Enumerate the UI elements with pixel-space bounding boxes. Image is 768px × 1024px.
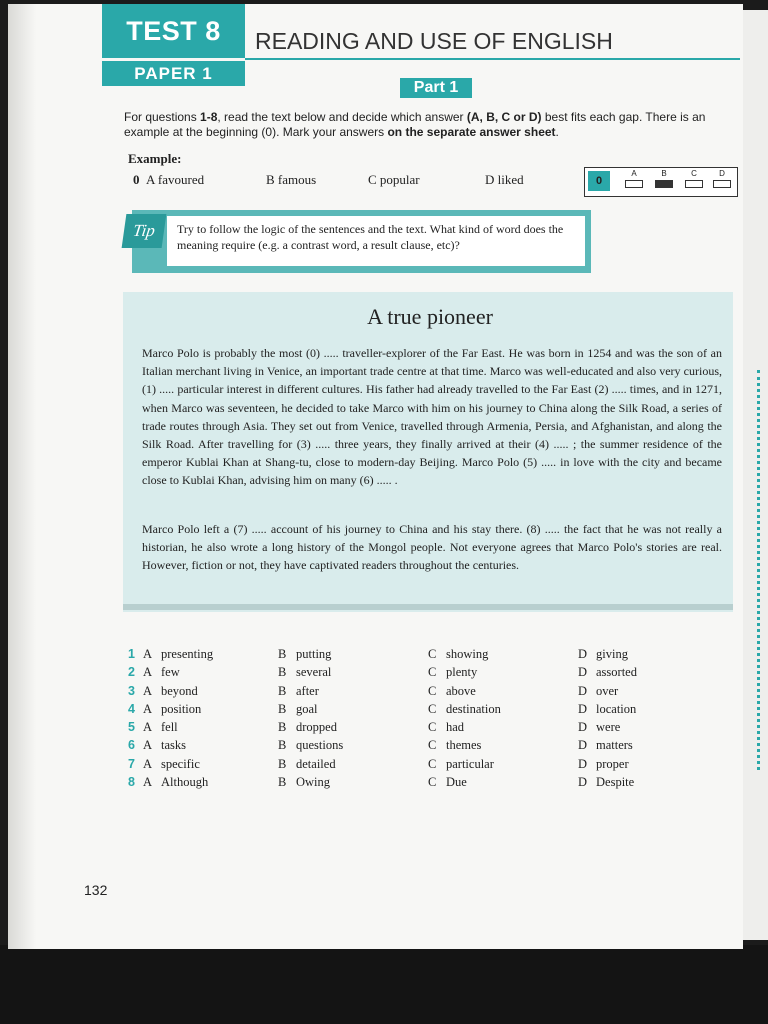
option-text: presenting <box>161 647 214 661</box>
option-letter: A <box>143 665 153 680</box>
option-text: over <box>596 683 619 698</box>
paper-label: PAPER 1 <box>102 61 245 86</box>
option-text: goal <box>296 701 318 716</box>
option-row <box>578 663 637 681</box>
option-text: were <box>596 720 621 735</box>
example-letter: C <box>368 172 377 187</box>
option-letter: A <box>143 701 153 716</box>
option-row <box>278 773 343 791</box>
instructions-range: 1-8 <box>200 110 218 124</box>
answer-box-filled <box>655 180 673 188</box>
option-letter: C <box>428 775 437 790</box>
option-letter: D <box>578 775 588 790</box>
answer-grid-option-b <box>653 169 675 188</box>
option-text: Although <box>161 775 209 790</box>
option-text: themes <box>446 738 482 753</box>
option-text: after <box>296 683 319 698</box>
option-row <box>428 682 501 700</box>
option-text: questions <box>296 738 344 753</box>
option-text: plenty <box>446 665 478 680</box>
option-text: particular <box>446 756 494 771</box>
question-number: 8 <box>128 775 135 790</box>
option-letter: D <box>578 720 588 735</box>
option-letter: D <box>578 701 588 716</box>
option-text: destination <box>446 701 501 716</box>
option-letter: D <box>578 756 588 771</box>
answer-grid-option-d <box>711 169 733 188</box>
example-label: Example: <box>128 151 182 166</box>
tip-box <box>132 210 591 273</box>
question-row <box>128 773 213 791</box>
question-number: 2 <box>128 665 135 680</box>
answer-grid-number: 0 <box>588 171 610 191</box>
instructions-end: . <box>555 125 559 139</box>
option-letter: B <box>278 701 287 716</box>
instructions-options: (A, B, C or D) <box>466 110 542 124</box>
instructions-mid: , read the text below and decide which answer <box>217 110 467 124</box>
question-row <box>128 682 213 700</box>
question-number: 4 <box>128 701 135 716</box>
option-row <box>578 736 637 754</box>
question-number: 1 <box>128 647 135 661</box>
option-letter: C <box>428 683 437 698</box>
answer-grid-letter: D <box>719 169 725 178</box>
option-letter: B <box>278 738 287 753</box>
option-row <box>428 736 501 754</box>
option-row <box>578 718 637 736</box>
example-option-c <box>368 172 420 188</box>
option-letter: D <box>578 647 588 661</box>
option-text: putting <box>296 647 332 661</box>
passage-title: A true pioneer <box>367 304 493 329</box>
option-letter: D <box>578 738 588 753</box>
option-row <box>278 736 343 754</box>
option-letter: C <box>428 647 437 661</box>
example-letter: B <box>266 172 275 187</box>
answer-grid-letter: B <box>661 169 667 178</box>
option-text: beyond <box>161 683 198 698</box>
questions-col-c <box>428 645 501 791</box>
option-letter: D <box>578 683 588 698</box>
questions-col-d <box>578 645 637 791</box>
option-letter: B <box>278 683 287 698</box>
option-letter: C <box>428 665 437 680</box>
option-row <box>578 682 637 700</box>
option-text: had <box>446 720 465 735</box>
option-text: specific <box>161 756 200 771</box>
questions-col-b <box>278 645 343 791</box>
question-row <box>128 736 213 754</box>
option-row <box>278 663 343 681</box>
option-row <box>278 682 343 700</box>
option-row <box>278 700 343 718</box>
option-row <box>428 773 501 791</box>
example-option-b <box>266 172 316 188</box>
option-row <box>578 700 637 718</box>
option-text: giving <box>596 647 628 661</box>
test-label: TEST 8 <box>102 4 245 58</box>
option-row <box>278 718 343 736</box>
option-text: detailed <box>296 756 336 771</box>
answer-grid-letter: A <box>631 169 637 178</box>
passage-bottom-rule <box>123 604 733 610</box>
option-text: proper <box>596 756 629 771</box>
option-letter: B <box>278 647 287 661</box>
passage-paragraph-2: Marco Polo left a (7) ..... account of his journey to China and his stay there. (8) ..... the fact that he was not really a historian, he also wrote a long history of the Mongol people. Not everyone agrees that Marco Polo's stories are real. However, fiction or not, they have captivated readers throughout the centuries. <box>142 522 722 573</box>
option-letter: A <box>143 720 153 735</box>
header-rule <box>245 58 740 60</box>
option-row <box>428 663 501 681</box>
option-text: location <box>596 701 637 716</box>
example-number: 0 <box>133 172 140 187</box>
example-option-a <box>133 172 204 188</box>
option-row <box>428 718 501 736</box>
example-text: liked <box>497 172 524 187</box>
option-letter: A <box>143 738 153 753</box>
answer-grid-option-c <box>683 169 705 188</box>
option-letter: B <box>278 756 287 771</box>
example-letter: D <box>485 172 495 187</box>
option-row <box>428 645 501 663</box>
example-option-d <box>485 172 524 188</box>
question-row <box>128 755 213 773</box>
instructions <box>124 110 736 140</box>
page-bottom-shadow <box>0 945 768 1024</box>
question-row <box>128 645 213 663</box>
answer-grid-letter: C <box>691 169 697 178</box>
questions-col-a <box>128 645 213 791</box>
page-number: 132 <box>84 882 108 898</box>
option-row <box>278 755 343 773</box>
option-letter: C <box>428 738 437 753</box>
answer-grid-option-a <box>623 169 645 188</box>
option-text: assorted <box>596 665 637 680</box>
question-row <box>128 663 213 681</box>
option-text: tasks <box>161 738 186 753</box>
answer-box <box>685 180 703 188</box>
question-number: 7 <box>128 756 135 771</box>
question-number: 5 <box>128 720 135 735</box>
option-letter: A <box>143 756 153 771</box>
example-answer-grid <box>584 167 738 197</box>
instructions-bold-end: on the separate answer sheet <box>387 125 556 139</box>
option-letter: B <box>278 775 287 790</box>
option-text: dropped <box>296 720 337 735</box>
option-letter: C <box>428 720 437 735</box>
option-letter: A <box>143 775 153 790</box>
option-letter: B <box>278 665 287 680</box>
option-letter: B <box>278 720 287 735</box>
option-text: Despite <box>596 775 635 790</box>
question-row <box>128 718 213 736</box>
instructions-mid2: best fits each gap. There is an example at the beginning (0). Mark your answers <box>124 110 706 139</box>
option-text: showing <box>446 647 489 661</box>
option-text: Due <box>446 775 467 790</box>
tip-text: Try to follow the logic of the sentences and the text. What kind of word does the meaning require (e.g. a contrast word, a result clause, etc)? <box>167 216 585 266</box>
option-letter: A <box>143 647 153 661</box>
option-text: position <box>161 701 202 716</box>
page-spine-shadow <box>8 4 36 949</box>
question-number: 6 <box>128 738 135 753</box>
answer-box <box>625 180 643 188</box>
question-number: 3 <box>128 683 135 698</box>
option-row <box>578 645 637 663</box>
option-row <box>428 700 501 718</box>
option-text: above <box>446 683 476 698</box>
option-text: several <box>296 665 332 680</box>
option-row <box>578 773 637 791</box>
example-text: popular <box>379 172 420 187</box>
question-row <box>128 700 213 718</box>
option-text: Owing <box>296 775 331 790</box>
answer-box <box>713 180 731 188</box>
option-letter: D <box>578 665 588 680</box>
example-text: favoured <box>157 172 205 187</box>
part-label: Part 1 <box>400 78 472 98</box>
example-text: famous <box>277 172 317 187</box>
option-row <box>278 645 343 663</box>
passage-paragraph-1: Marco Polo is probably the most (0) ..... traveller-explorer of the Far East. He was born in 1254 and was the son of an Italian merchant living in Venice, an important trade centre at that time. Marco was well-educated and also very curious, (1) ..... particular interest in different cultures. His father had already travelled to the Far East (2) ..... times, and in 1271, when Marco was seventeen, he decided to take Marco with him on his journey to China along the Silk Road, a series of trade routes through Asia. They set out from Venice, travelled through Armenia, Persia, and Afghanistan, and along the Silk Road. After travelling for (3) ..... three years, they finally arrived at their (4) ..... ; the summer residence of the emperor Kublai Khan at Shang-tu, close to modern-day Beijing. Marco Polo (5) ..... in love with the city and became close to Kublai Khan, advising him on many (6) ..... . <box>142 346 722 488</box>
option-text: matters <box>596 738 633 753</box>
option-text: fell <box>161 720 178 735</box>
option-text: few <box>161 665 180 680</box>
adjacent-page-dotted-border <box>757 370 764 770</box>
tip-badge: Tip <box>122 214 167 248</box>
option-row <box>428 755 501 773</box>
option-letter: C <box>428 701 437 716</box>
option-letter: A <box>143 683 153 698</box>
example-letter: A <box>146 172 155 187</box>
instructions-pre: For questions <box>124 110 201 124</box>
option-letter: C <box>428 756 437 771</box>
section-title: READING AND USE OF ENGLISH <box>255 28 613 54</box>
option-row <box>578 755 637 773</box>
